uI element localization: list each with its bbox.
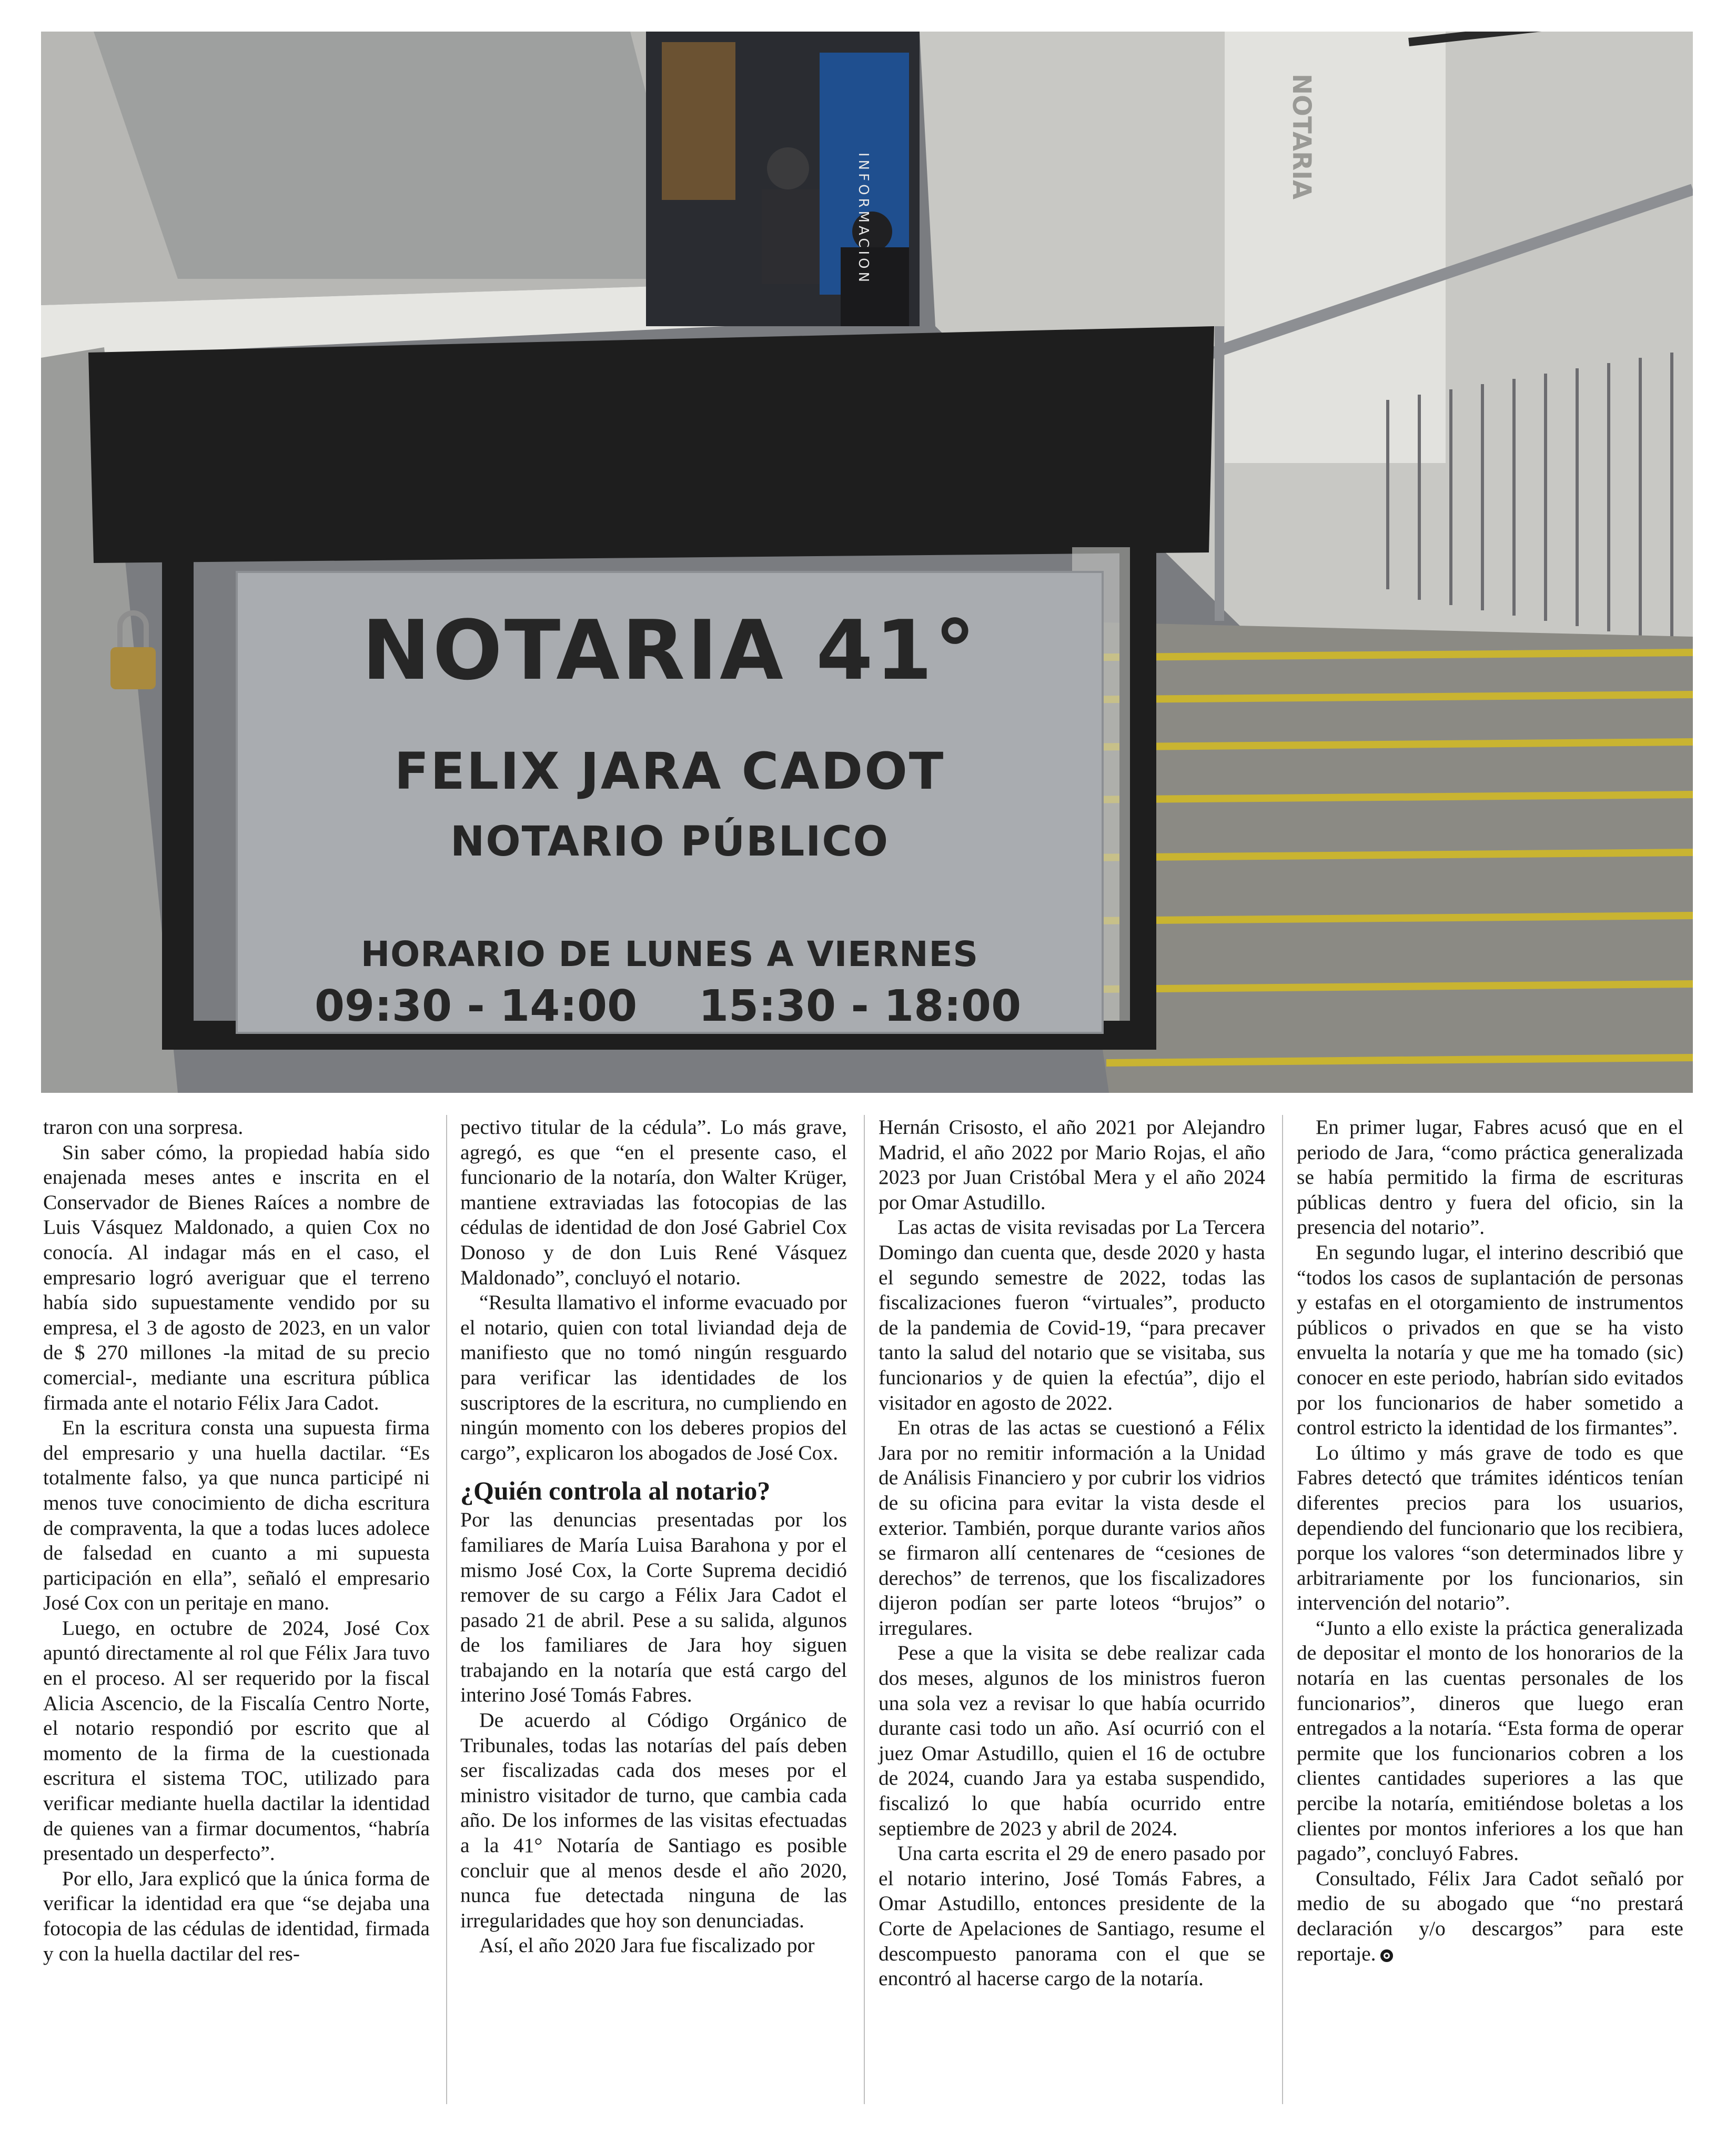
sign-hours-label: HORARIO DE LUNES A VIERNES [360,934,979,974]
notary-sign [236,571,1104,1034]
column-divider [864,1115,865,2104]
paragraph [1297,1866,1683,1966]
paragraph: Por las denuncias presentadas por los familiares de María Luisa Barahona y por el mismo José Cox, la Corte Suprema decidió remover de su cargo a Félix Jara Cadot el pasado 21 de abril. Pese a su salida, algunos de los familiares de Jara hoy siguen trabajando en la notaría que está cargo del interino José Tomás Fabres. [460,1508,847,1707]
sign-notary-role: NOTARIO PÚBLICO [450,818,889,866]
article-column-1 [43,1115,430,2104]
paragraph: Así, el año 2020 Jara fue fiscalizado por [479,1934,815,1957]
paragraph: pectivo titular de la cédula”. Lo más grave, agregó, es que “en el presente caso, el funcionario de la notaría, don Walter Krüger, mantiene extraviadas las fotocopias de las cédulas de identidad de don José Gabriel Cox Donoso y de don Luis René Vásquez Maldonado”, concluyó el notario. [460,1115,847,1289]
notary-sign-photo [41,32,1693,1093]
paragraph: traron con una sorpresa. [43,1115,244,1139]
paragraph: Por ello, Jara explicó que la única forma de verificar la identidad era que “se dejaba una fotocopia de las cédulas de identidad, firmada y con la huella dactilar del res- [43,1866,430,1965]
paragraph: Luego, en octubre de 2024, José Cox apuntó directamente al rol que Félix Jara tuvo en el proceso. Al ser requerido por la fiscal Alicia Ascencio, de la Fiscalía Centro Norte, el notario respondió por escrito que al momento de la firma de la cuestionada escritura el sistema TOC, utilizado para verificar mediante huella dactilar la identidad de quienes van a firmar documentos, “habría presentado un desperfecto”. [43,1616,430,1865]
paragraph: Sin saber cómo, la propiedad había sido enajenada meses antes e inscrita en el Conservador de Bienes Raíces a nombre de Luis Vásquez Maldonado, a quien Cox no conocía. Al indagar más en el caso, el empresario logró averiguar que el terreno había sido supuestamente vendido por su empresa, el 3 de agosto de 2023, en un valor de $ 270 millones -la mitad de su precio comercial-, mediante una escritura pública firmada ante el notario Félix Jara Cadot. [43,1140,430,1414]
paragraph: Pese a que la visita se debe realizar cada dos meses, algunos de los ministros fueron una sola vez a revisar lo que había ocurrido durante casi todo un año. Así ocurrió con el juez Omar Astudillo, quien el 16 de octubre de 2024, cuando Jara ya estaba suspendido, fiscalizó lo que había ocurrido entre septiembre de 2023 y abril de 2024. [879,1641,1265,1840]
sign-frame [88,326,1214,563]
paragraph: “Resulta llamativo el informe evacuado por el notario, quien con total liviandad deja de manifiesto que no tomó ningún resguardo para verificar las identidades de los suscriptores de la escritura, no cumpliendo en ningún momento con los deberes propios del cargo”, explicaron los abogados de José Cox. [460,1291,847,1464]
end-of-article-icon [1380,1949,1393,1962]
paragraph: En la escritura consta una supuesta firma del empresario y una huella dactilar. “Es totalmente falso, ya que nunca participé ni menos tuve conocimiento de dicha escritura de compraventa, la que a todas luces adolece de falsedad en cuanto a mi supuesta participación en ella”, señaló el empresario José Cox con un peritaje en mano. [43,1416,430,1615]
booth-label: INFORMACION [855,153,871,286]
paragraph: De acuerdo al Código Orgánico de Tribunales, todas las notarías del país deben ser fiscalizadas cada dos meses por el ministro visitador de turno, que cambia cada año. De los informes de las visitas efectuadas a la 41° Notaría de Santiago es posible concluir que al menos desde el año 2020, nunca fue detectada ninguna de las irregularidades que hoy son denunciadas. [460,1708,847,1932]
paragraph: Una carta escrita el 29 de enero pasado por el notario interino, José Tomás Fabres, a Omar Astudillo, entonces presidente de la Corte de Apelaciones de Santiago, resume el descompuesto panorama con el que se encontró al hacerse cargo de la notaría. [879,1842,1265,1990]
paragraph: Hernán Crisosto, el año 2021 por Alejandro Madrid, el año 2022 por Mario Rojas, el año 2023 por Juan Cristóbal Mera y el año 2024 por Omar Astudillo. [879,1115,1265,1214]
closing-text: Consultado, Félix Jara Cadot señaló por medio de su abogado que “no prestará declaración y/o descargos” para este reportaje. [1297,1866,1683,1965]
sign-notary-name: FELIX JARA CADOT [394,742,945,801]
column-divider [446,1115,447,2104]
wall-label: NOTARIA [1287,74,1316,200]
article-column-3 [879,1115,1265,2104]
padlock-icon [110,647,156,689]
column-divider [1282,1115,1283,2104]
paragraph: “Junto a ello existe la práctica generalizada de depositar el monto de los honorarios de la notaría en las cuentas personales de los funcionarios”, dineros que luego eran entregados a la notaría. “Esta forma de operar permite que los funcionarios cobren a los clientes cantidades superiores a las que percibe la notaría, emitiéndose boletas a los clientes por montos inferiores a los que han pagado”, concluyó Fabres. [1297,1616,1683,1865]
article-column-4 [1297,1115,1683,2104]
sign-title: NOTARIA 41° [361,602,978,698]
paragraph: Lo último y más grave de todo es que Fabres detectó que trámites idénticos tenían diferentes precios para los usuarios, dependiendo del funcionario que los recibiera, porque los valores “son determinados libre y arbitrariamente por los funcionarios, sin intervención del notario”. [1297,1441,1683,1615]
sign-hours-morning: 09:30 - 14:00 [315,981,638,1031]
article-column-2 [460,1115,847,2104]
paragraph: En segundo lugar, el interino describió que “todos los casos de suplantación de personas y estafas en el otorgamiento de instrumentos públicos o privados en que se ha visto envuelta la notaría y que me ha tomado (sic) conocer en este periodo, habrían sido evitados por los funcionarios de haber sometido a control estricto la identidad de los firmantes”. [1297,1240,1683,1440]
section-heading: ¿Quién controla al notario? [460,1476,771,1506]
paragraph: En otras de las actas se cuestionó a Félix Jara por no remitir información a la Unidad de Análisis Financiero y por cubrir los vidrios de su oficina para evitar la vista desde el exterior. También, porque durante varios años se firmaron allí centenares de “cesiones de derechos” de terrenos, que los fiscalizadores dijeron podían ser parte loteos “brujos” o irregulares. [879,1416,1265,1640]
sign-hours-afternoon: 15:30 - 18:00 [699,981,1022,1031]
paragraph: Las actas de visita revisadas por La Tercera Domingo dan cuenta que, desde 2020 y hasta el segundo semestre de 2022, todas las fiscalizaciones fueron “virtuales”, producto de la pandemia de Covid-19, “para precaver tanto la salud del notario que se visitaba, sus funcionarios y de quien la efectúa”, dijo el visitador en agosto de 2022. [879,1215,1265,1414]
paragraph: En primer lugar, Fabres acusó que en el periodo de Jara, “como práctica generalizada se había permitido la firma de escrituras públicas dentro y fuera del oficio, sin la presencia del notario”. [1297,1115,1683,1239]
